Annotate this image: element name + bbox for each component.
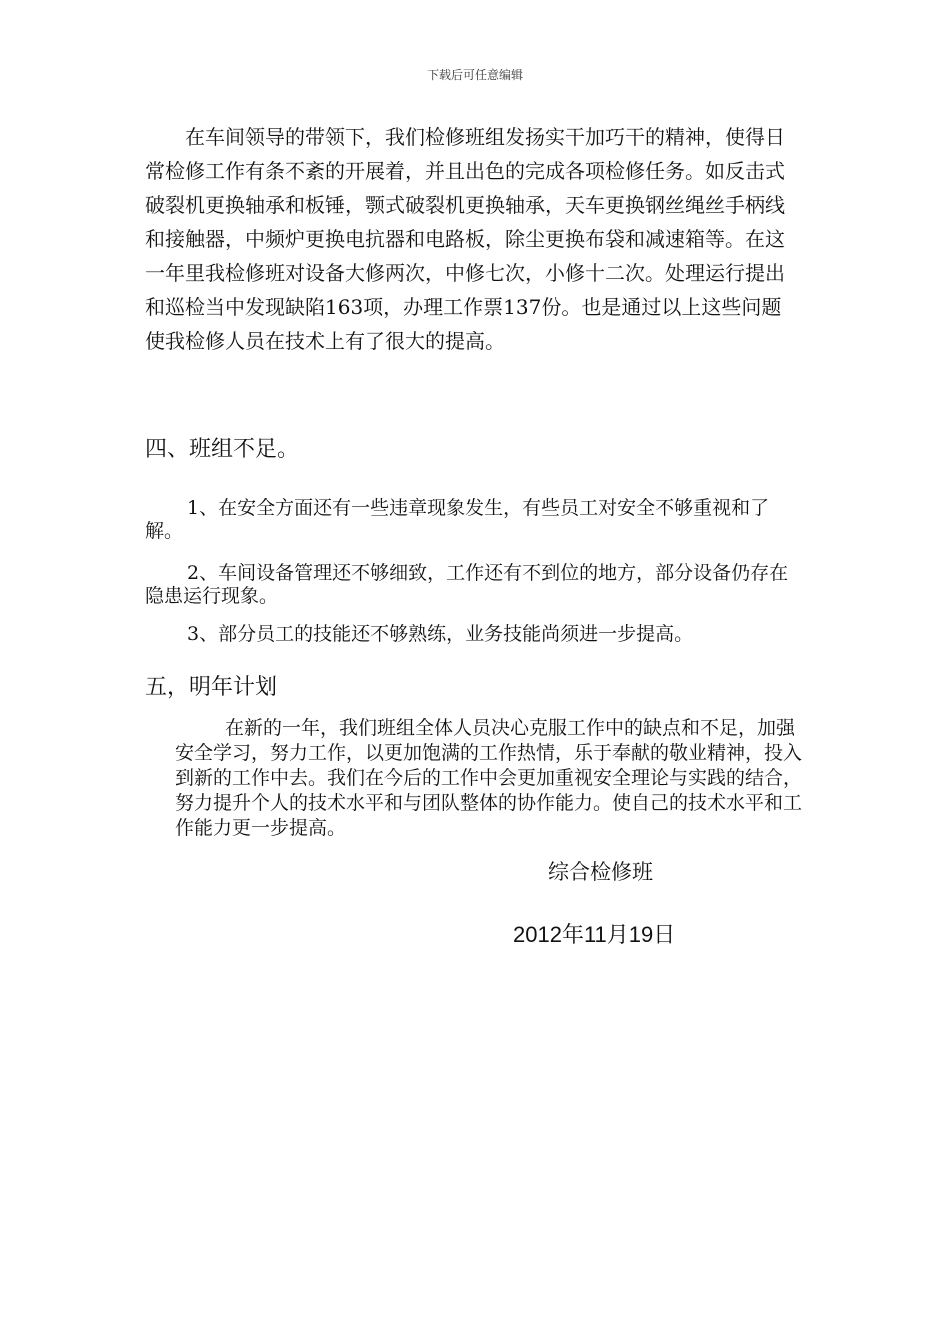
page-header: 下载后可任意编辑 — [426, 68, 523, 82]
shortcoming-item-1: 1、在安全方面还有一些违章现象发生，有些员工对安全不够重视和了解。 — [145, 497, 770, 542]
body-paragraph-work-summary: 在车间领导的带领下，我们检修班组发扬实干加巧干的精神，使得日常检修工作有条不紊的开展着，并且出色的完成各项检修任务。如反击式破裂机更换轴承和板锤，颚式破裂机更换轴承，天车更换钢丝绳丝手柄线和接触器，中频炉更换电抗器和电路板，除尘更换布袋和减速箱等。在这一年里我检修班对设备大修两次，中修七次，小修十二次。处理运行提出和巡检当中发现缺陷163项，办理工作票137份。也是通过以上这些问题使我检修人员在技术上有了很大的提高。 — [145, 125, 785, 353]
shortcoming-item-3: 3、部分员工的技能还不够熟练，业务技能尚须进一步提高。 — [187, 623, 694, 645]
section-heading-shortcomings: 四、班组不足。 — [145, 437, 300, 462]
signature-date: 2012年11月19日 — [513, 922, 676, 947]
shortcoming-item-2: 2、车间设备管理还不够细致，工作还有不到位的地方，部分设备仍存在隐患运行现象。 — [145, 562, 789, 607]
body-paragraph-plan: 在新的一年，我们班组全体人员决心克服工作中的缺点和不足，加强安全学习，努力工作，以更加饱满的工作热情，乐于奉献的敬业精神，投入到新的工作中去。我们在今后的工作中会更加重视安全理论与实践的结合，努力提升个人的技术水平和与团队整体的协作能力。使自己的技术水平和工作能力更一步提高。 — [175, 717, 803, 839]
section-heading-next-year-plan: 五，明年计划 — [145, 675, 278, 700]
signature-team-name: 综合检修班 — [548, 860, 653, 884]
